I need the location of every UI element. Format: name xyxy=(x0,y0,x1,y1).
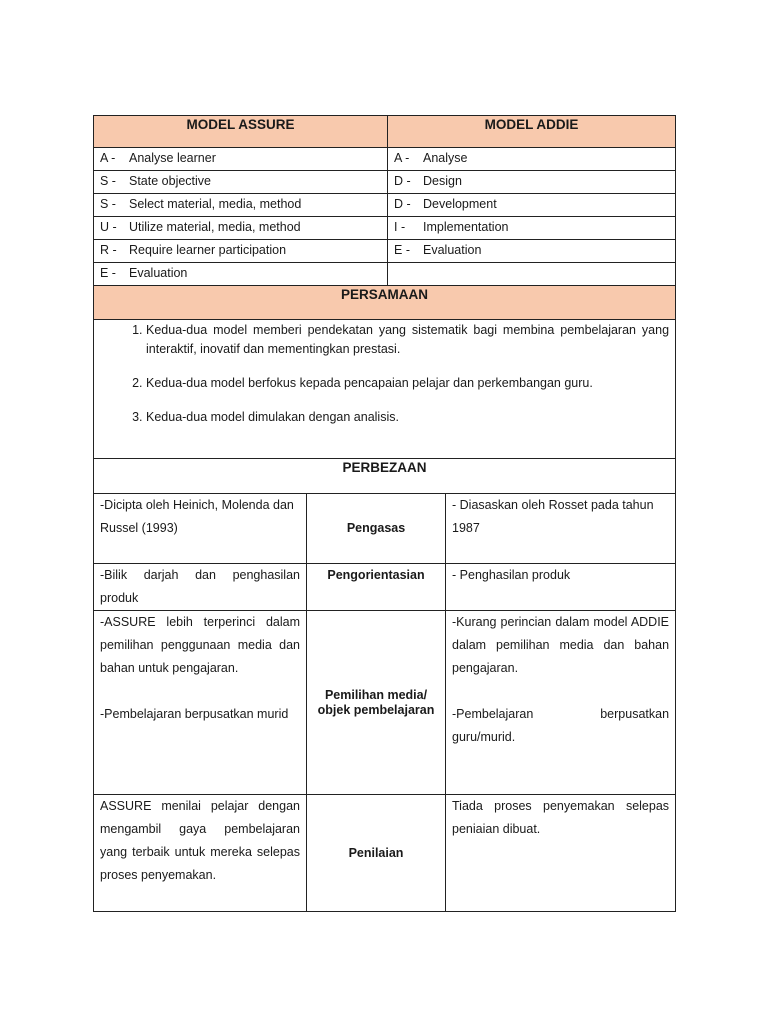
assure-cell xyxy=(94,795,307,912)
assure-step-letter: U - xyxy=(100,220,117,234)
assure-column-header: MODEL ASSURE xyxy=(94,116,388,148)
addie-step-text: Development xyxy=(423,197,497,211)
assure-step-letter: S - xyxy=(100,174,116,188)
addie-text: - Penghasilan produk xyxy=(452,568,571,582)
assure-cell xyxy=(94,494,307,564)
addie-step xyxy=(388,148,676,171)
paragraph-gap xyxy=(100,680,300,703)
table-row xyxy=(94,795,676,912)
list-item: 1. Kedua-dua model memberi pendekatan yang sistematik bagi membina pembelajaran yang interaktif, inovatif dan mementingkan prestasi. xyxy=(146,321,669,359)
addie-cell xyxy=(446,564,676,611)
list-item: 3. Kedua-dua model dimulakan dengan analisis. xyxy=(146,408,669,427)
step-row xyxy=(94,217,676,240)
assure-step-text: Utilize material, media, method xyxy=(129,220,301,234)
assure-step xyxy=(94,240,388,263)
criterion-cell: Pemilihan media/ objek pembelajaran xyxy=(307,611,446,795)
table-row xyxy=(94,494,676,564)
criterion-cell: Pengorientasian xyxy=(307,564,446,611)
addie-step-letter: I - xyxy=(394,220,406,234)
addie-text: -Kurang perincian dalam model ADDIE dalam pemilihan media dan bahan pengajaran. xyxy=(452,615,670,675)
addie-cell xyxy=(446,611,676,795)
addie-step-text: Analyse xyxy=(423,151,468,165)
addie-step-letter: A - xyxy=(394,151,410,165)
addie-step-empty xyxy=(388,263,676,286)
assure-text: -Bilik darjah dan penghasilan produk xyxy=(100,568,300,605)
table-row xyxy=(94,611,676,795)
assure-text: ASSURE menilai pelajar dengan mengambil gaya pembelajaran yang terbaik untuk mereka selepas proses penyemakan. xyxy=(100,799,300,882)
addie-cell xyxy=(446,494,676,564)
assure-text: -Pembelajaran berpusatkan murid xyxy=(100,707,289,721)
table-header-row xyxy=(94,116,676,148)
assure-step xyxy=(94,171,388,194)
assure-text: -Dicipta oleh Heinich, Molenda dan Russel (1993) xyxy=(100,498,294,535)
perbezaan-header-row xyxy=(94,459,676,494)
addie-text: Tiada proses penyemakan selepas peniaian dibuat. xyxy=(452,799,670,836)
perbezaan-title: PERBEZAAN xyxy=(94,459,676,494)
list-item: 2. Kedua-dua model berfokus kepada pencapaian pelajar dan perkembangan guru. xyxy=(146,374,669,393)
step-row xyxy=(94,240,676,263)
assure-step-text: Analyse learner xyxy=(129,151,216,165)
assure-step xyxy=(94,217,388,240)
addie-step-letter: D - xyxy=(394,197,411,211)
addie-step-text: Evaluation xyxy=(423,243,482,257)
assure-step-text: Evaluation xyxy=(129,266,188,280)
assure-cell xyxy=(94,564,307,611)
assure-step-letter: S - xyxy=(100,197,116,211)
step-row xyxy=(94,194,676,217)
table-row xyxy=(94,564,676,611)
addie-step-letter: D - xyxy=(394,174,411,188)
assure-step-letter: E - xyxy=(100,266,116,280)
addie-text: - Diasaskan oleh Rosset pada tahun 1987 xyxy=(452,498,654,535)
persamaan-title: PERSAMAAN xyxy=(94,286,676,320)
addie-step-text: Implementation xyxy=(423,220,509,234)
persamaan-content xyxy=(94,320,676,459)
assure-step-text: Select material, media, method xyxy=(129,197,302,211)
assure-step-text: State objective xyxy=(129,174,211,188)
addie-cell xyxy=(446,795,676,912)
addie-step xyxy=(388,194,676,217)
addie-step-text: Design xyxy=(423,174,462,188)
addie-text: -Pembelajaran berpusatkan guru/murid. xyxy=(452,707,670,744)
criterion-cell: Penilaian xyxy=(307,795,446,912)
persamaan-content-row xyxy=(94,320,676,459)
assure-step-text: Require learner participation xyxy=(129,243,287,257)
step-row xyxy=(94,263,676,286)
assure-step xyxy=(94,263,388,286)
step-row xyxy=(94,148,676,171)
assure-text: -ASSURE lebih terperinci dalam pemilihan penggunaan media dan bahan untuk pengajaran. xyxy=(100,615,300,675)
comparison-table xyxy=(93,115,676,912)
assure-step-letter: R - xyxy=(100,243,117,257)
paragraph-gap xyxy=(452,680,669,703)
addie-column-header: MODEL ADDIE xyxy=(388,116,676,148)
assure-step-letter: A - xyxy=(100,151,116,165)
persamaan-list xyxy=(94,321,669,427)
addie-step xyxy=(388,217,676,240)
addie-step xyxy=(388,240,676,263)
step-row xyxy=(94,171,676,194)
addie-step-letter: E - xyxy=(394,243,410,257)
assure-step xyxy=(94,194,388,217)
assure-cell xyxy=(94,611,307,795)
persamaan-header-row xyxy=(94,286,676,320)
assure-step xyxy=(94,148,388,171)
criterion-cell: Pengasas xyxy=(307,494,446,564)
addie-step xyxy=(388,171,676,194)
